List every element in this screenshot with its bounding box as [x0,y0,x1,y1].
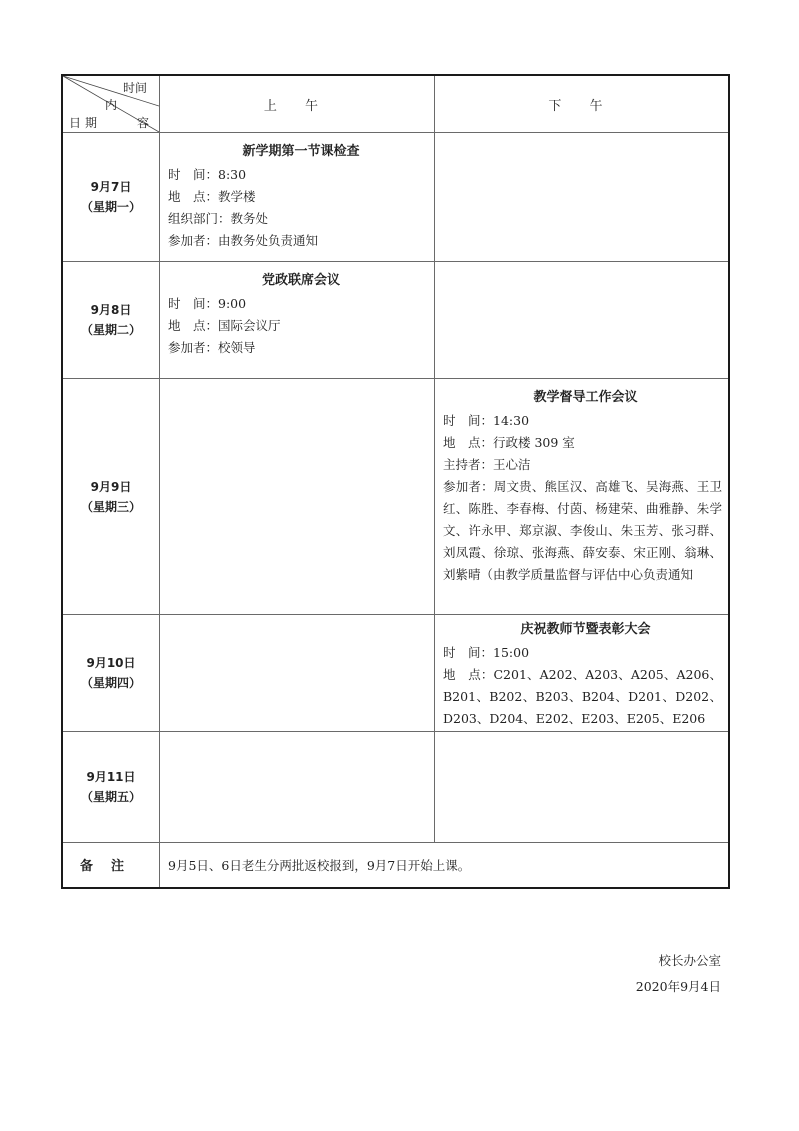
event-time: 时 间：9:00 [168,296,247,311]
notes-text: 9月5日、6日老生分两批返校报到，9月7日开始上课。 [160,843,730,888]
diag-label-content-2: 容 [136,116,149,130]
morning-cell [160,379,435,615]
schedule-table [61,74,730,889]
weekday-label: （星期二） [80,323,141,337]
event-participants: 参加者：由教务处负责通知 [168,233,319,248]
afternoon-cell [435,133,730,262]
schedule-sheet [61,74,728,889]
date-cell [62,732,160,843]
table-row [62,262,729,379]
morning-cell [160,262,435,379]
header-row [62,75,729,133]
event-title: 党政联席会议 [261,273,340,288]
event-title: 新学期第一节课检查 [242,144,360,159]
morning-cell [160,732,435,843]
event-organizer: 组织部门：教务处 [168,211,269,226]
weekday-label: （星期五） [80,790,141,804]
date-label: 9月10日 [86,656,136,670]
event-time: 时 间：14:30 [443,413,530,428]
signature-office: 校长办公室 [658,953,721,968]
table-row [62,133,729,262]
date-label: 9月7日 [90,180,132,194]
event-time: 时 间：8:30 [168,167,247,182]
diagonal-header-cell [62,75,160,133]
signature-date: 2020年9月4日 [635,979,721,994]
morning-cell [160,615,435,732]
date-label: 9月11日 [86,770,136,784]
table-row [62,615,729,732]
date-cell [62,379,160,615]
signature-block [636,948,721,1000]
event-title: 教学督导工作会议 [533,390,638,405]
event-block [435,615,728,730]
afternoon-cell [435,615,730,732]
date-label: 9月9日 [90,479,132,494]
diag-label-content-1: 内 [105,98,118,112]
table-row [62,732,729,843]
event-title: 庆祝教师节暨表彰大会 [520,622,651,637]
date-cell [62,262,160,379]
event-host: 主持者：王心洁 [443,457,531,472]
diag-label-time: 时间 [122,81,147,95]
afternoon-cell [435,732,730,843]
event-participants: 参加者：校领导 [168,340,256,355]
event-block [435,379,728,586]
event-block [160,262,434,359]
diag-label-date: 日期 [69,116,102,130]
event-location: 地 点：教学楼 [168,189,256,204]
event-location: 地 点：C201、A202、A203、A205、A206、B201、B202、B203、B204、D201、D202、D203、D204、E202、E203、E205、E206 [443,667,722,726]
afternoon-header: 下 午 [435,75,730,133]
weekday-label: （星期一） [80,200,141,214]
notes-label: 备注 [62,843,160,888]
notes-row [62,843,729,888]
date-label: 9月8日 [90,303,132,317]
date-cell [62,615,160,732]
afternoon-cell [435,379,730,615]
weekday-label: （星期三） [80,499,141,514]
morning-header: 上 午 [160,75,435,133]
event-time: 时 间：15:00 [443,645,530,660]
event-location: 地 点：国际会议厅 [168,318,281,333]
event-location: 地 点：行政楼 309 室 [443,435,575,450]
morning-cell [160,133,435,262]
weekday-label: （星期四） [80,676,141,690]
event-participants: 参加者：周文贵、熊匡汉、高雄飞、吴海燕、王卫红、陈胜、李春梅、付茵、杨建荣、曲雅静、朱学文、许永甲、郑京淑、李俊山、朱玉芳、张习群、刘凤霞、徐琼、张海燕、薛安泰、宋正刚、翁琳、刘紫晴（由教学质量监督与评估中心负责通知 [443,479,722,582]
event-block [160,133,434,252]
afternoon-cell [435,262,730,379]
date-cell [62,133,160,262]
table-row [62,379,729,615]
